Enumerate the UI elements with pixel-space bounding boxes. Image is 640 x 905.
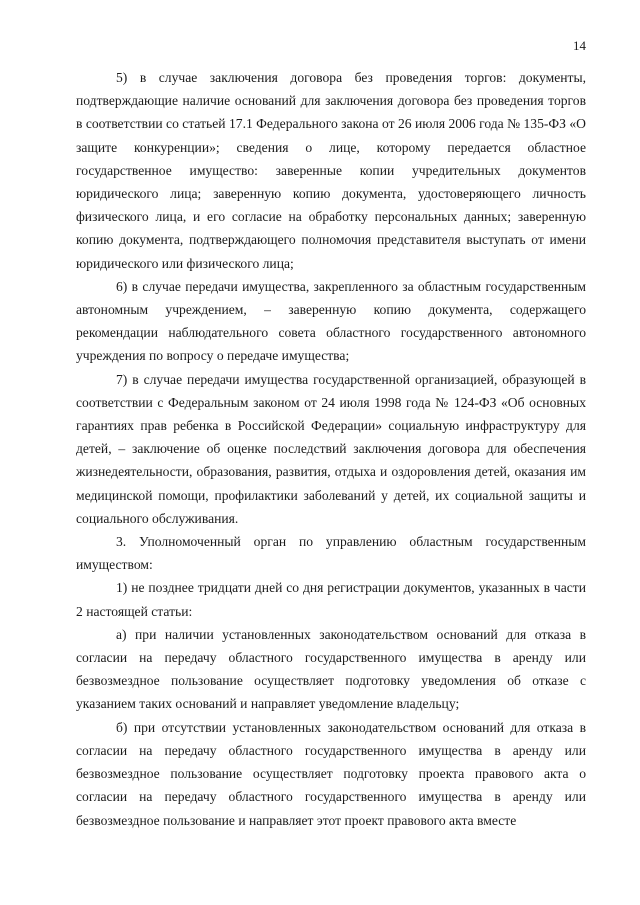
paragraph-item-7: 7) в случае передачи имущества государственной организацией, образующей в соответствии с Федеральным законом от 24 июля 1998 года № 124-ФЗ «Об основных гарантиях прав ребенка в Российской Федерации» социальную инфраструктуру для детей, – заключение об оценке последствий заключения договора для обеспечения жизнедеятельности, образования, развития, отдыха и оздоровления детей, оказания им медицинской помощи, профилактики заболеваний у детей, их социальной защиты и социального обслуживания. [76,371,586,526]
paragraph-part-3: 3. Уполномоченный орган по управлению областным государственным имуществом: [76,534,586,573]
paragraph-subitem-a: а) при наличии установленных законодательством оснований для отказа в согласии на передачу областного государственного имущества в аренду или безвозмездное пользование осуществляет подготовку уведомления об отказе с указанием таких оснований и направляет уведомление владельцу; [76,626,586,712]
paragraph-item-1: 1) не позднее тридцати дней со дня регистрации документов, указанных в части 2 настоящей статьи: [76,580,586,619]
body-text [76,66,586,832]
paragraph-item-6: 6) в случае передачи имущества, закрепленного за областным государственным автономным учреждением, – заверенную копию документа, содержащего рекомендации наблюдательного совета областного государственного автономного учреждения по вопросу о передаче имущества; [76,278,586,364]
page-number: 14 [573,38,586,53]
paragraph-subitem-b: б) при отсутствии установленных законодательством оснований для отказа в согласии на передачу областного государственного имущества в аренду или безвозмездное пользование осуществляет подготовку проекта правового акта о согласии на передачу областного государственного имущества в аренду или безвозмездное пользование и направляет этот проект правового акта вместе [76,719,586,828]
paragraph-item-5: 5) в случае заключения договора без проведения торгов: документы, подтверждающие наличие оснований для заключения договора без проведения торгов в соответствии со статьей 17.1 Федерального закона от 26 июля 2006 года № 135-ФЗ «О защите конкуренции»; сведения о лице, которому передается областное государственное имущество: заверенные копии учредительных документов юридического лица; заверенную копию документа, удостоверяющего личность физического лица, и его согласие на обработку персональных данных; заверенную копию документа, подтверждающего полномочия представителя выступать от имени юридического или физического лица; [76,70,586,271]
